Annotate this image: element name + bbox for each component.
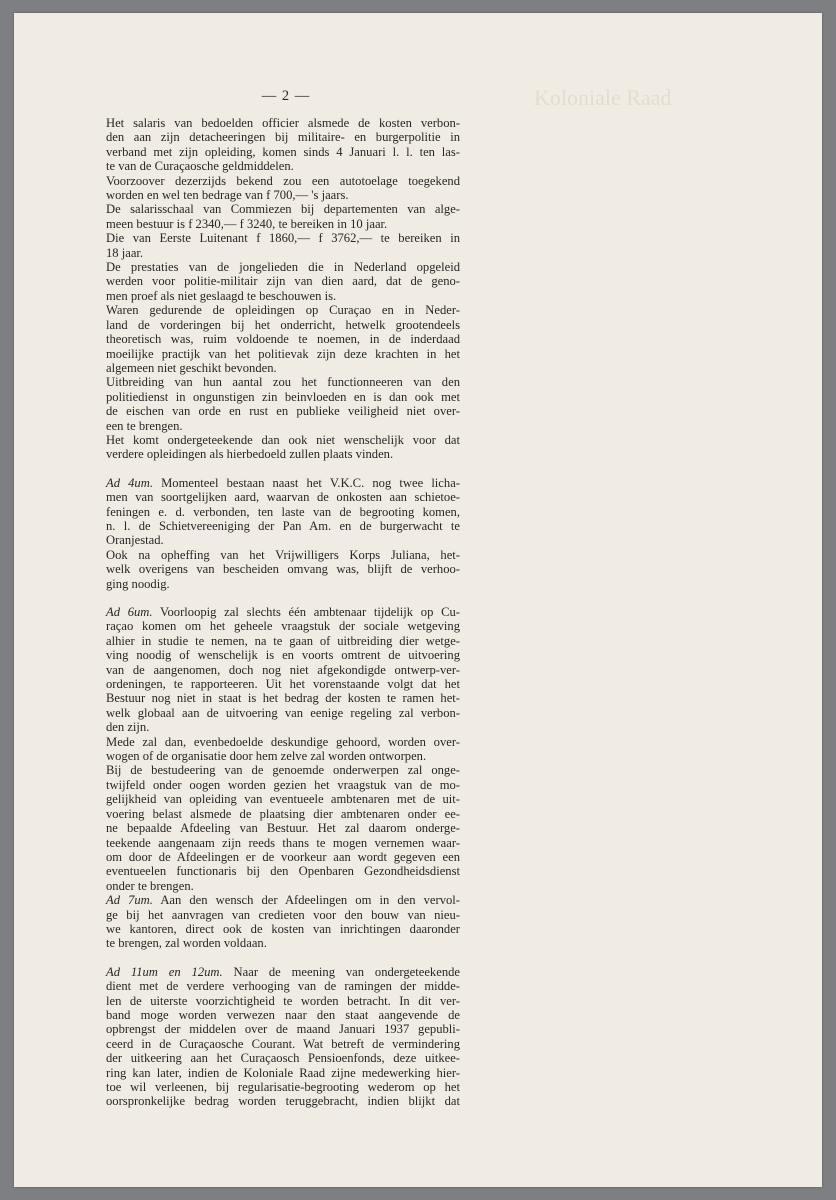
text-line [106,1094,460,1108]
line-text: Uitbreiding van hun aantal zou het functionneeren van den [106,375,460,390]
line-text: ging noodig. [106,576,170,591]
text-line [106,533,460,547]
line-text: Naar de meening van ondergeteekende [233,964,460,979]
text-line [106,505,460,519]
line-text: twijfeld onder oogen worden gezien het vraagstuk van de mo- [106,777,460,792]
line-text: gelijkheid van opleiding van eventueele ambtenaren met de uit- [106,792,460,807]
line-text: voering belast alsmede de plaatsing dier ambtenaren onder ee- [106,806,460,821]
line-text: te brengen, zal worden voldaan. [106,936,267,951]
text-line [106,202,460,216]
text-line [106,145,460,159]
line-text: we kantoren, direct ook de kosten van inrichtingen daaronder [106,921,460,936]
line-text: ne bepaalde Afdeeling van Bestuur. Het zal daarom onderge- [106,821,460,836]
text-line [106,648,460,662]
text-line [106,720,460,734]
text-line [106,130,460,144]
line-text: Oranjestad. [106,533,164,548]
text-line [106,188,460,202]
line-text: De salarisschaal van Commiezen bij departementen van alge- [106,202,460,217]
line-text: alhier in studie te nemen, na te gaan of uitbreiding dier wetge- [106,633,460,648]
text-line [106,217,460,231]
line-text: Voorloopig zal slechts één ambtenaar tijdelijk op Cu- [160,605,460,619]
text-line [106,347,460,361]
line-text: verdere opleidingen als hierbedoeld zullen plaats vinden. [106,447,394,462]
line-text: Het komt ondergeteekende dan ook niet wenschelijk voor dat [106,432,460,447]
text-line [106,836,460,850]
text-line [106,605,460,619]
line-text: Bij de bestudeering van de genoemde onderwerpen zal onge- [106,763,460,778]
text-line [106,303,460,317]
line-text: Waren gedurende de opleidingen op Curaçao en in Neder- [106,303,460,318]
line-text: te van de Curaçaosche geldmiddelen. [106,159,294,174]
line-text: eventueelen functionaris bij den Openbaren Gezondheidsdienst [106,864,460,879]
line-text: Ook na opheffing van het Vrijwilligers Korps Juliana, het- [106,547,460,562]
text-line [106,778,460,792]
show-through-text: Koloniale Raad [534,85,672,110]
text-line [106,763,460,777]
text-line [106,1066,460,1080]
line-text: de eischen van orde en rust en publieke veiligheid niet over- [106,404,460,419]
line-text: werden voor politie-militair zijn van dien aard, dat de geno- [106,274,460,289]
text-line [106,332,460,346]
text-line [106,663,460,677]
line-text: ceerd in de Curaçaosche Courant. Wat betreft de vermindering [106,1036,460,1051]
text-line [106,231,460,245]
line-text: van de aangenomen, doch nog niet afgekondigde ontwerp-ver- [106,662,460,677]
line-text: 18 jaar. [106,245,144,260]
text-line [106,706,460,720]
line-text: welk overigens van bescheiden omvang was, blijft de verhoo- [106,562,460,577]
body-text [106,116,460,1109]
text-line [106,1080,460,1094]
text-line [106,1037,460,1051]
line-text: Voorzoover dezerzijds bekend zou een autotoelage toegekend [106,173,460,188]
text-line [106,433,460,447]
text-line [106,1051,460,1065]
line-text: band moge worden verwezen naar den staat aangevende de [106,1007,460,1022]
text-line [106,879,460,893]
line-text: raçao komen om het geheele vraagstuk der sociale wetgeving [106,619,460,634]
text-line [106,174,460,188]
line-text: oorspronkelijke bedrag worden teruggebracht, indien blijkt dat [106,1094,460,1109]
line-text: den zijn. [106,720,150,735]
text-line [106,677,460,691]
text-line [106,490,460,504]
line-text: men proef als niet geslaagd te beschouwen is. [106,288,337,303]
text-line [106,447,460,461]
line-text: politiedienst in ongunstigen zin beinvloeden en is dan ook met [106,389,460,404]
line-text: Momenteel bestaan naast het V.K.C. nog twee licha- [161,475,460,490]
line-text: teekende aangenaam zijn reeds thans te mogen vernemen waar- [106,835,460,850]
text-line [106,979,460,993]
line-text: om door de Afdeelingen er de voorkeur aan wordt gegeven een [106,849,460,864]
text-line [106,246,460,260]
text-line [106,864,460,878]
text-line [106,159,460,173]
line-text: toe wil verleenen, bij regularisatie-begrooting wederom op het [106,1080,460,1094]
line-text: der uitkeering aan het Curaçaosch Pensioenfonds, deze uitkee- [106,1051,460,1066]
text-line [106,375,460,389]
text-line [106,318,460,332]
line-text: een te brengen. [106,418,183,433]
text-line [106,519,460,533]
text-line [106,260,460,274]
text-line [106,274,460,288]
text-line [106,922,460,936]
text-line [106,476,460,490]
line-text: Mede zal dan, evenbedoelde deskundige gehoord, worden over- [106,734,460,749]
text-line [106,893,460,907]
section-reference: Ad 7um. [106,893,153,908]
text-line [106,807,460,821]
line-text: land de vorderingen bij het onderricht, hetwelk grootendeels [106,317,460,332]
line-text: verband met zijn opleiding, komen sinds 4 Januari l. l. ten las- [106,144,460,159]
line-text: Bestuur nog niet in staat is het bedrag der kosten te ramen het- [106,691,460,706]
document-page [14,13,822,1187]
text-line [106,735,460,749]
line-text: Die van Eerste Luitenant f 1860,— f 3762,— te bereiken in [106,231,460,246]
text-line [106,1022,460,1036]
text-line [106,965,460,979]
line-text: Aan den wensch der Afdeelingen om in den vervol- [160,893,460,908]
text-line [106,908,460,922]
text-line [106,562,460,576]
text-line [106,850,460,864]
line-text: wogen of de organisatie door hem zelve zal worden ontworpen. [106,749,427,764]
text-line [106,792,460,806]
line-text: ring kan later, indien de Koloniale Raad zijne medewerking hier- [106,1065,460,1080]
text-line [106,116,460,130]
line-text: De prestaties van de jongelieden die in Nederland opgeleid [106,260,460,275]
text-line [106,821,460,835]
text-line [106,419,460,433]
line-text: theoretisch was, ruim voldoende te noemen, in de inderdaad [106,332,460,347]
line-text: ge bij het aanvragen van credieten voor den bouw van nieu- [106,907,460,922]
text-line [106,619,460,633]
line-text: len de uiterste voorzichtigheid te worden betracht. In dit ver- [106,993,460,1008]
page-number: — 2 — [261,88,311,104]
line-text: feningen e. d. verbonden, ten laste van de begrooting komen, [106,504,460,519]
line-text: den aan zijn detacheeringen bij militaire- en burgerpolitie in [106,130,460,145]
section-reference: Ad 11um en 12um. [106,964,223,979]
line-text: ordeningen, te rapporteeren. Uit het vorenstaande volgt dat het [106,677,460,692]
text-line [106,1008,460,1022]
line-text: ving noodig of wenschelijk is en voorts omtrent de uitvoering [106,648,460,663]
line-text: men van soortgelijken aard, waarvan de onkosten aan schietoe- [106,490,460,505]
text-line [106,548,460,562]
line-text: dient met de verdere verhooging van de ramingen der midde- [106,979,460,994]
text-line [106,361,460,375]
text-line [106,390,460,404]
line-text: algemeen niet geschikt bevonden. [106,360,277,375]
line-text: worden en wel ten bedrage van f 700,— 's jaars. [106,188,349,203]
line-text: welk globaal aan de uitvoering van eenige regeling zal verbon- [106,705,460,720]
line-text: onder te brengen. [106,878,194,893]
line-text: n. l. de Schietvereeniging der Pan Am. en de burgerwacht te [106,518,460,533]
line-text: Het salaris van bedoelden officier alsmede de kosten verbon- [106,116,460,130]
text-line [106,577,460,591]
text-line [106,634,460,648]
text-line [106,404,460,418]
text-line [106,289,460,303]
text-line [106,994,460,1008]
text-line [106,936,460,950]
line-text: opbrengst der middelen over de maand Januari 1937 gepubli- [106,1022,460,1037]
section-reference: Ad 4um. [106,475,153,490]
line-text: meen bestuur is f 2340,— f 3240, te bereiken in 10 jaar. [106,216,388,231]
text-line [106,691,460,705]
text-line [106,749,460,763]
line-text: moeilijke practijk van het politievak zijn deze krachten in het [106,346,460,361]
section-reference: Ad 6um. [106,605,153,619]
